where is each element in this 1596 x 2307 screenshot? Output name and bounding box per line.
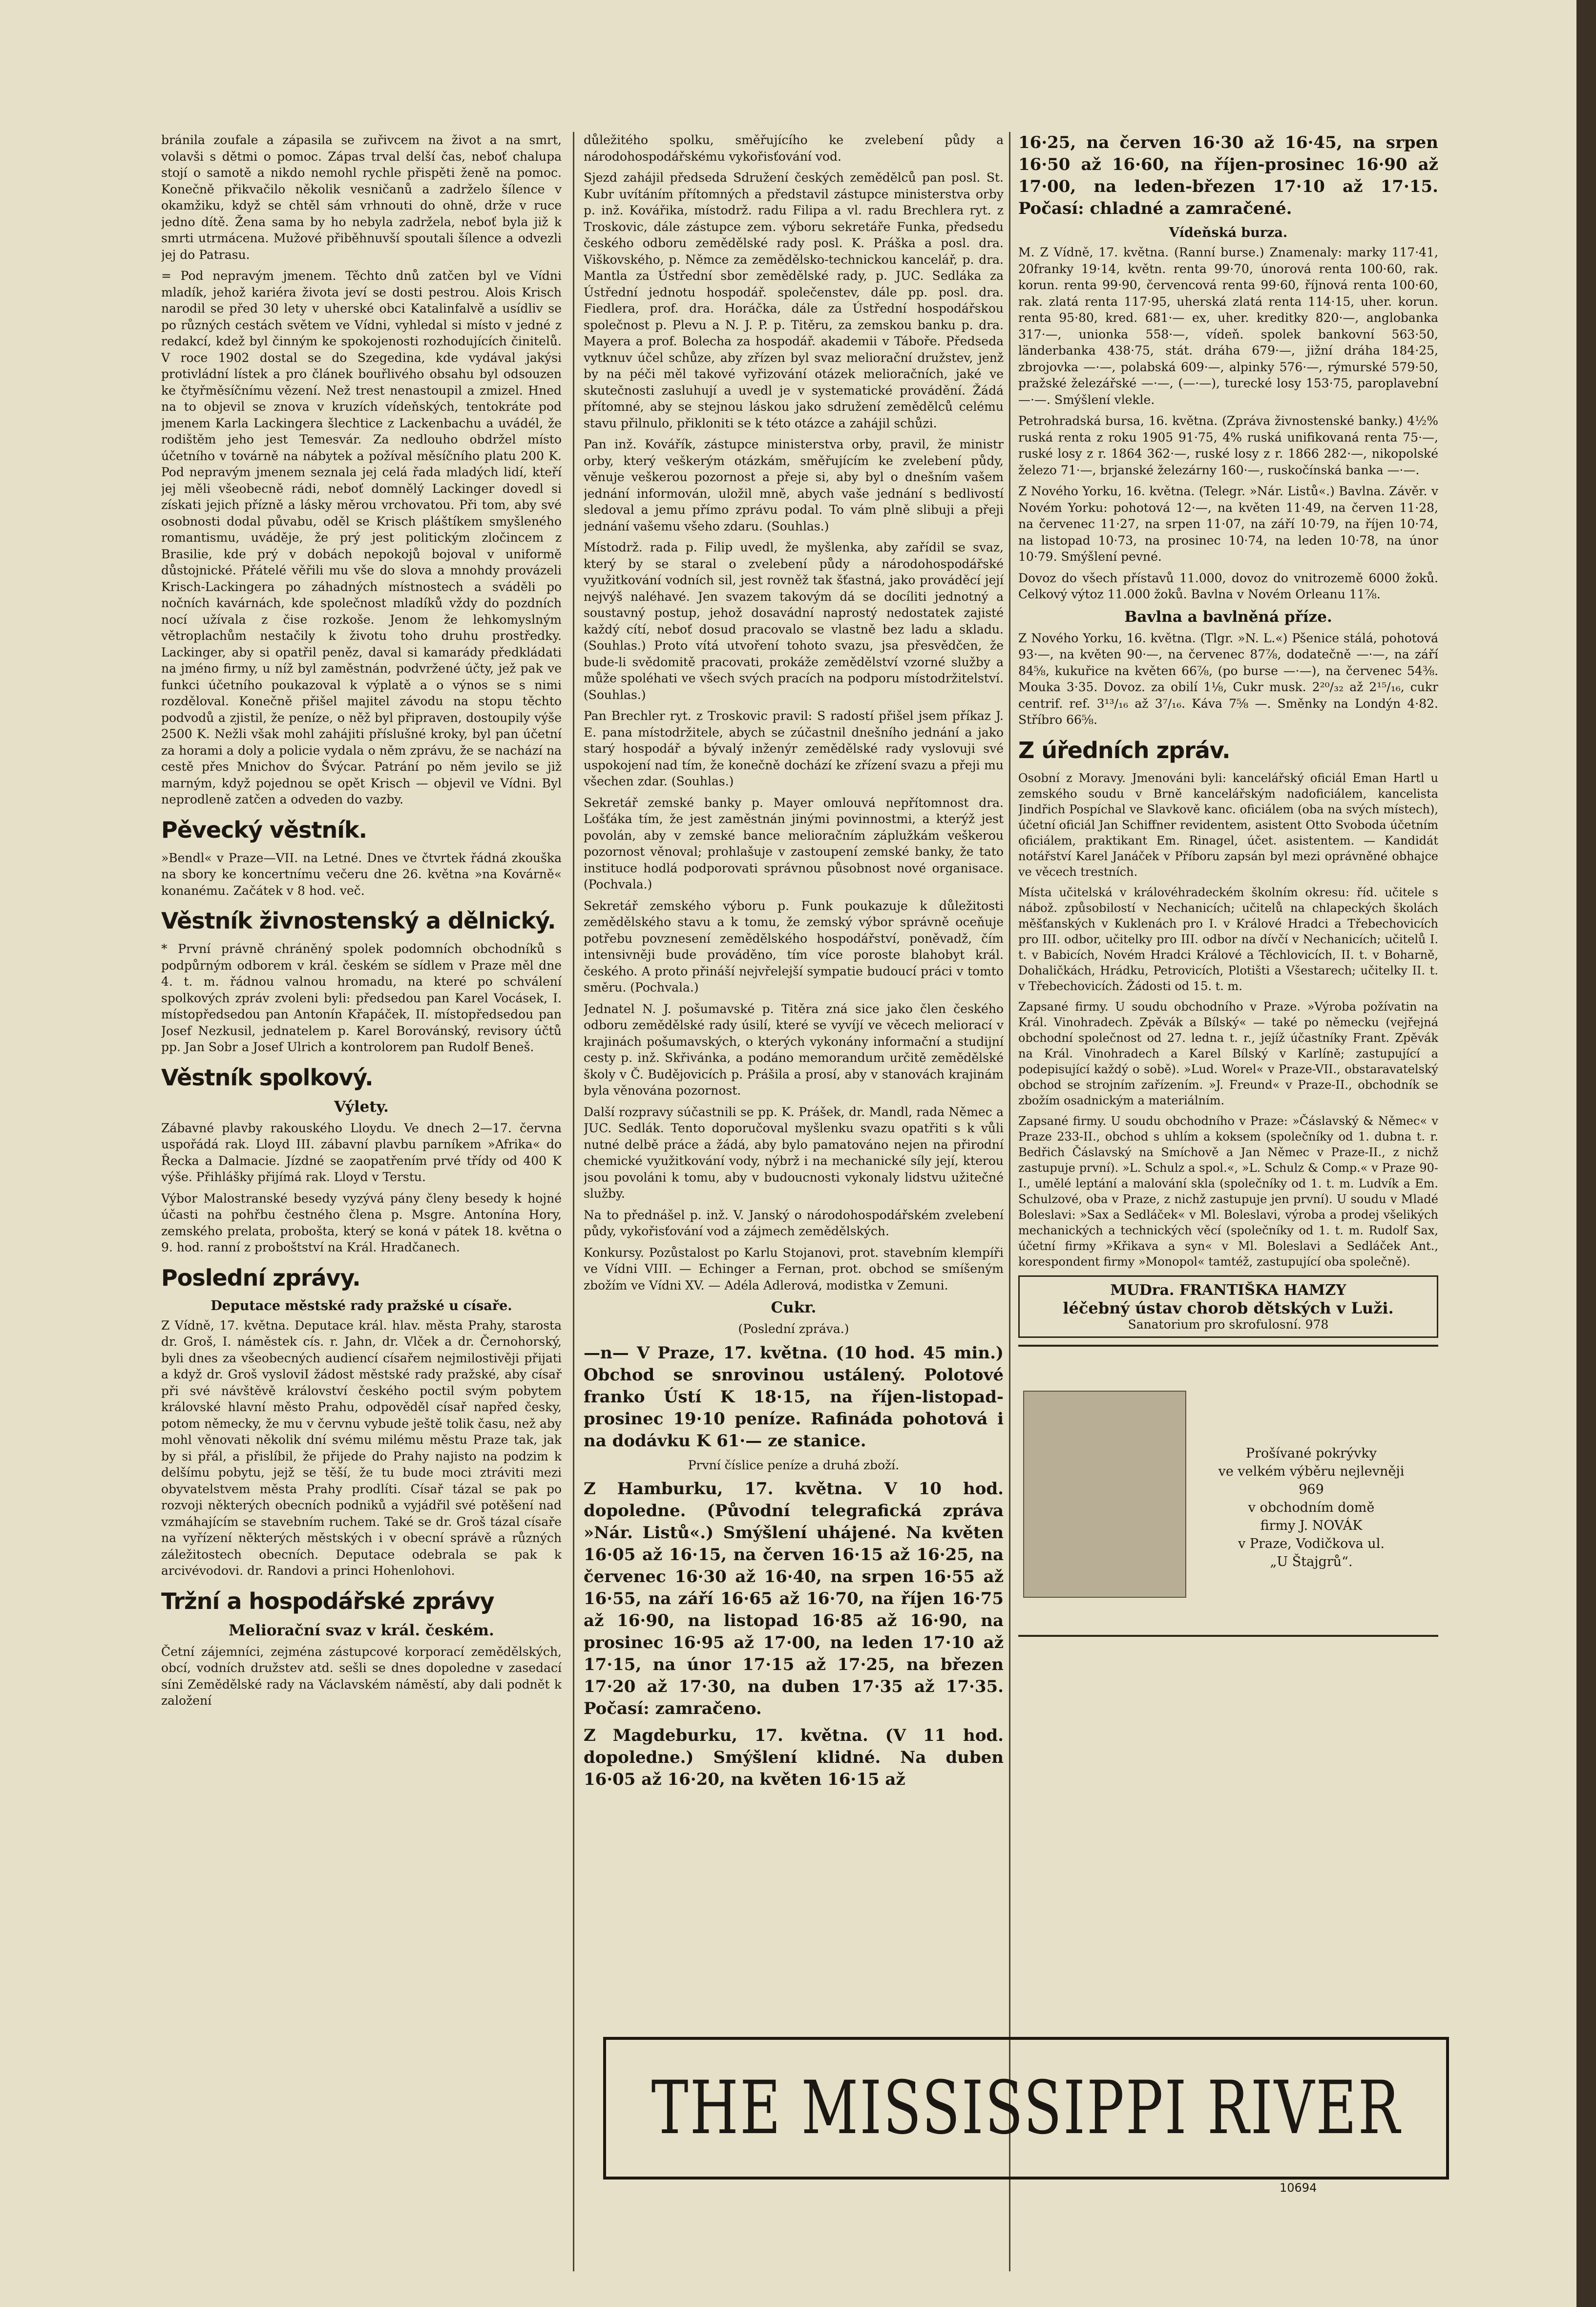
ad-title: léčebný ústav chorob dětských v Luži. (1063, 1298, 1394, 1317)
ad-name: MUDra. FRANTIŠKA HAMZY (1110, 1281, 1346, 1299)
article-text: 16·25, na červen 16·30 až 16·45, na srpen 16·50 až 16·60, na říjen-prosinec 16·90 až 17·00, na leden-březen 17·10 až 17·15. Počasí: chladné a zamračené. (1018, 133, 1438, 218)
article-text: Petrohradská bursa, 16. května. (Zpráva živnostenské banky.) 4½% ruská renta z roku 1905 91·75, 4% ruská unifikovaná renta 75·—, ruské losy z r. 1864 362·—, ruské losy z r. 1866 282·—, nikopolské železo 71·—, brjanské železárny 160·—, ruskočínská banka —·—. (1018, 414, 1438, 477)
subheading-note: (Poslední zpráva.) (738, 1322, 849, 1336)
article-text: Z Nového Yorku, 16. května. (Telegr. »Nár. Listů«.) Bavlna. Závěr. v Novém Yorku: pohotová 12·—, na květen 11·49, na červen 11·28, na červenec 11·27, na srpen 11·07, na září 10·79, na říjen 10·74, na listopad 10·73, na prosinec 10·74, na leden 10·78, na únor 10·79. Smýšlení pevné. (1018, 484, 1438, 564)
article-text: = Pod nepravým jmenem. Těchto dnů zatčen byl ve Vídni mladík, jehož kariéra života jeví se dosti pestrou. Alois Krisch narodil se před 30 lety v uherské obci Katalinfalvě a usídliv se po různých cestách světem ve Vídni, vyhledal si místo v jedné z redakcí, kdež byl činným ke spokojenosti rozhodujících činitelů. V roce 1902 dostal se do Szegedina, kde vydával jakýsi protivládní lístek a pro článek bouřlivého obsahu byl odsouzen ke čtyřměsíčnímu vězení. Než trest nenastoupil a zmizel. Hned na to objevil se znova v kruzích vídeňských, tentokráte pod jmenem Karla Lackingera šlechtice z Lackenbachu a uvádél, že rodištěm jeho jest Temesvár. Za nedlouho obdržel místo účetního v továrně na nábytek a požíval měsíčního platu 200 K. Pod nepravým jmenem seznala jej celá řada mladých lidí, kteří jej měli všeobecně rádi, neboť domnělý Lackinger dovedl si získati jejich přízně a lásky měrou vrchovatou. Při tom, aby své osobnosti dodal půvabu, oděl se Krisch pláštíkem smyšleného romantismu, uváděje, že prý jest politickým zločincem z Brasilie, kde prý v dobách nepokojů bojoval v uniformě důstojnické. Přátelé věřili mu vše do slova a mnohdy provázeli Krisch-Lackingera po záhadných místnostech a sváděli po nočních kavárnách, kde společnost mladíků vždy do pozdních nocí užívala z čise rozkoše. Jenom že lehkomyslným větroplachům nestačily k životu toho druhu prostředky. Lackinger, aby si opatřil peněz, daval si kamarády předkládati na jméno firmy, u níž byl zaměstnán, podvržené účty, jež pak ve funkci účetního poukazoval k výplatě a o výnos se s nimi rozděloval. Konečně přišel majitel závodu na stopu těchto podvodů a zjistil, že peníze, o něž byl připraven, dostoupily výše 2500 K. Nežli však mohl zahájiti příslušné kroky, byl pan účetní za horami a doly a policie vydala o něm zprávu, že se nachází na cestě přes Mnichov do Švýcar. Patrání po něm jevilo se již marným, když pojednou se opět Krisch — objevil ve Vídni. Byl neprodleně zatčen a odveden do vazby. (161, 269, 562, 806)
article-text: Pan inž. Kovářík, zástupce ministerstva orby, pravil, že ministr orby, který veškerým otázkám, směřujícím ke zvelebení půdy, věnuje veškerou pozornost a přeje si, aby byl o dnešním vašem jednání informován, uložil mně, abych vaše jednání s bedlivostí sledoval a jemu přímo zprávu podal. To vám plně slibuji a přeji jednání vašemu všeho zdaru. (Souhlas.) (584, 437, 1004, 533)
subheading: Vídeňská burza. (1169, 225, 1288, 240)
article-text: Další rozpravy súčastnili se pp. K. Prášek, dr. Mandl, rada Němec a JUC. Sedlák. Tento doporučoval myšlenku svazu opatřiti s k vůli nutné delbě práce a žádá, aby bylo pamatováno nejen na přirodní chemické využitkování vody, nýbrž i na mechanické síly její, kterou jsou povoláni k tomu, aby v budoucnosti vykonaly lidstvu užitečné služby. (584, 1104, 1004, 1201)
column-rule (1009, 132, 1010, 2271)
column-2 (584, 132, 1004, 2271)
article-text: Dovoz do všech přístavů 11.000, dovoz do vnitrozemě 6000 žoků. Celkový výtoz 11.000 žoků. Bavlna v Novém Orleanu 11⅞. (1018, 571, 1438, 601)
article-text: »Bendl« v Praze—VII. na Letné. Dnes ve čtvrtek řádná zkouška na sbory ke koncertnímu večeru dne 26. května »na Kovárně« konanému. Začátek v 8 hod. več. (161, 850, 562, 898)
article-text: Zábavné plavby rakouského Lloydu. Ve dnech 2—17. června uspořádá rak. Lloyd III. zábavní plavbu parníkem »Afrika« do Řecka a Dalmacie. Jízdné se zaopatřením prvé třídy od 400 K výše. Přihlášky přijímá rak. Lloyd v Terstu. (161, 1121, 562, 1184)
ad-line: „U Štajgrů“. (1270, 1554, 1353, 1569)
section-heading: Věstník živnostenský a dělnický. (161, 908, 556, 934)
ad-line: ve velkém výběru nejlevněji (1218, 1463, 1405, 1479)
advertisement (1018, 1275, 1438, 1338)
article-text: Zapsané firmy. U soudu obchodního v Praze: »Čáslavský & Němec« v Praze 233-II., obchod s uhlím a koksem (společníky od 1. dubna t. r. Bedřich Čáslavský na Smíchově a Jan Němec v Praze-II., z nichž zastupuje první). »L. Schulz a spol.«, »L. Schulz & Comp.« v Praze 90-I., umělé leptání a malování skla (společníky od 1. t. m. Ludvík a Em. Schulzové, oba v Praze, z nichž zastupuje jen první). U soudu v Mladé Boleslavi: »Sax a Sedláček« v Ml. Boleslavi, výroba a prodej všelikých mechanických a technických věcí (společníky od 1. t. m. Rudolf Sax, účetní firmy »Křikava a syn« v Ml. Boleslavi a Sedláček Ant., korespondent firmy »Monopol« tamtéž, zastupující oba společně). (1018, 1114, 1438, 1269)
ad-number: 978 (1305, 1317, 1329, 1332)
article-text: Sekretář zemského výboru p. Funk poukazuje k důležitosti zemědělského stavu a k tomu, že zemský výbor správně oceňuje potřebu povznesení zemědělského hospodářství, poněvadž, čím intensivněji bude prováděno, tím více poroste blahobyt král. českého. A proto přináší nejvřelejší sympatie budoucí práci v tomto směru. (Pochvala.) (584, 898, 1004, 995)
article-text: Sjezd zahájil předseda Sdružení českých zemědělců pan posl. St. Kubr uvítáním přítomných a představil zástupce ministerstva orby p. inž. Kovářika, místodrž. radu Filipa a vl. radu Brechlera ryt. z Troskovic, dále zástupce zem. výboru sekretáře Funka, předsedu českého odboru zemědělské rady posl. K. Práška a posl. dra. Viškovského, p. Němce za zemědělsko-technickou kancelář, p. dra. Mantla za Ústřední sbor zemědělské rady, p. JUC. Sedláka za Ústřední jednotu hospodář. společenstev, dále pp. posl. dra. Fiedlera, prof. dra. Horáčka, dále za Ústřední hospodářskou společnost p. Plevu a N. J. P. p. Titěru, za zemskou banku p. dra. Mayera a prof. Bolecha za hospodář. akademii v Táboře. Předseda vytknuv účel schůze, aby zřízen byl svaz meliorační družstev, jenž by na péči měl takové vyřizování otázek melioračních, jaké ve skutečnosti zasluhují a uvedl je v systematické provádění. Žádá přítomné, aby se stejnou láskou jako sdružení zemědělců celému stavu přilnulo, přikloniti se k této otázce a zahájil schůzi. (584, 170, 1004, 430)
section-heading: Z úředních zpráv. (1018, 737, 1230, 763)
article-text: Sekretář zemské banky p. Mayer omlouvá nepřítomnost dra. Lošťáka tím, že jest zaměstnán jinými povinnostmi, a kterýž jest povolán, aby v zemské bance melioračním záplužkám veškerou pozornost věnoval; prohlašuje v zastoupení zemské banky, že tato instituce hodlá podporovati správnou působnost nové organisace. (Pochvala.) (584, 795, 1004, 891)
subheading: Deputace městské rady pražské u císaře. (210, 1298, 512, 1313)
section-heading: Pěvecký věstník. (161, 816, 367, 843)
article-text: bránila zoufale a zápasila se zuřivcem na život a na smrt, volavši s dětmi o pomoc. Zápas trval delší čas, neboť chalupa stojí o samotě a nikdo nemohl rychle přispěti ženě na pomoc. Konečně přikvačilo několik vesničanů a zadrželo šílence v okamžiku, když se chtěl sám vrhnouti do ohně, drže v ruce jedno dítě. Žena sama by ho nebyla zadržela, neboť byla již k smrti utrmácena. Mužové přiběhnuvší spoutali šílence a odvezli jej do Patrasu. (161, 133, 562, 262)
article-text: Osobní z Moravy. Jmenováni byli: kancelářský oficiál Eman Hartl u zemského soudu v Brně kancelářským nadoficiálem, kancelista Jindřich Pospíchal ve Slavkově kanc. oficiálem (oba na svých místech), účetní oficiál Jan Schiffner revidentem, asistent Otto Svoboda účetním oficiálem, praktikant Em. Rinagel, účet. asistentem. — Kandidát notářství Karel Janáček v Příboru zapsán byl mezi oprávněné obhajce ve věcech trestních. (1018, 771, 1438, 879)
column-3 (1018, 132, 1438, 2271)
subheading: Cukr. (771, 1299, 817, 1316)
article-text: Místodrž. rada p. Filip uvedl, že myšlenka, aby zařídil se svaz, který by se staral o zvelebení půdy a národohospodářské využitkování vodních sil, jest rovněž tak šťastná, jako prováděcí její nejvýš naléhavé. Jen svazem takovým dá se docíliti jednotný a soustavný postup, jehož dosavádní naprostý nedostatek zajisté každý cítí, neboť dosud pracovalo se vlastně bez ladu a skladu. (Souhlas.) Proto vítá utvoření tohoto svazu, jsa přesvědčen, že bude-li svědomitě pracovati, prokáže zemědělství vzorné služby a může spoléhati ve všech svých pracích na podporu místodržitelství. (Souhlas.) (584, 540, 1004, 702)
advertisement-image (1023, 1391, 1186, 1598)
article-text: M. Z Vídně, 17. května. (Ranní burse.) Znamenaly: marky 117·41, 20franky 19·14, květn. renta 99·70, únorová renta 100·60, rak. korun. renta 99·90, červencová renta 99·60, říjnová renta 100·60, rak. zlatá renta 117·95, uherská zlatá renta 114·15, uher. korun. renta 95·80, kred. 681·— ex, uher. kreditky 820·—, anglobanka 317·—, unionka 558·—, vídeň. spolek bankovní 563·50, länderbanka 438·75, stát. dráha 679·—, jižní dráha 184·25, zbrojovka —·—, polabská 609·—, alpinky 576·—, rýmurské 579·50, pražské železářské —·—, (—·—), turecké losy 153·75, paroplavební —·—. Smýšlení vlekle. (1018, 245, 1438, 407)
article-text: důležitého spolku, směřujícího ke zvelebení půdy a národohospodářskému vykořisťování vod. (584, 133, 1004, 164)
ad-line: firmy J. NOVÁK (1260, 1518, 1363, 1533)
ad-text (1194, 1444, 1428, 1571)
article-text: Z Nového Yorku, 16. května. (Tlgr. »N. L.«) Pšenice stálá, pohotová 93·—, na květen 90·—, na červenec 87⅞, dodatečně —·—, na září 84⅝, kukuřice na květen 66⅞, (po burse —·—), na červenec 54⅜. Mouka 3·35. Dovoz. za obilí 1⅛, Cukr musk. 2²⁰/₃₂ až 2¹⁵/₁₆, cukr centrif. ref. 3¹³/₁₆ až 3⁷/₁₆. Káva 7⅝ —. Směnky na Londýn 4·82. Stříbro 66⅝. (1018, 631, 1438, 727)
article-text: Výbor Malostranské besedy vyzývá pány členy besedy k hojné účasti na pohřbu čestného člena p. Msgre. Antonína Hory, zemského prelata, probošta, který se koná v pátek 18. května o 9. hod. ranní z proboštství na Král. Hradčanech. (161, 1191, 562, 1254)
ad-headline: THE MISSISSIPPI RIVER (651, 2066, 1401, 2151)
ad-line: v Praze, Vodičkova ul. (1238, 1536, 1385, 1551)
ad-line: v obchodním domě (1248, 1500, 1375, 1515)
subheading: Meliorační svaz v král. českém. (229, 1621, 494, 1639)
article-text: Z Magdeburku, 17. května. (V 11 hod. dopoledne.) Smýšlení klidné. Na duben 16·05 až 16·20, na květen 16·15 až (584, 1726, 1004, 1789)
subheading: Bavlna a bavlněná příze. (1124, 608, 1332, 626)
page-edge (1576, 0, 1596, 2307)
subheading: Výlety. (334, 1098, 389, 1116)
ad-number: 969 (1299, 1482, 1324, 1497)
column-rule (573, 132, 574, 2271)
article-text: Místa učitelská v královéhradeckém školním okresu: říd. učitele s nábož. způsobilostí v Nechanicích; učitelů na chlapeckých školách měšťanských v Kuklenách pro I. v Králové Hradci a Třebechovicích pro III. odbor, učitelky pro III. odbor na dívčí v Nechanicích; učitelů I. t. v Babicích, Novém Hradci Králové a Těchlovicích, II. t. v Boharně, Dohaličkách, Hrádku, Petrovicích, Plotišti a Všestarech; učitelky II. t. v Třebechovicích. Žádosti od 15. t. m. (1018, 885, 1438, 993)
ad-number: 10694 (1280, 2181, 1317, 2195)
article-text: Na to přednášel p. inž. V. Janský o národohospodářském zvelebení půdy, vykořisťování vod a zájmech zemědělských. (584, 1207, 1004, 1238)
article-text: * První právně chráněný spolek podomních obchodníků s podpůrným odborem v král. českém se sídlem v Praze měl dne 4. t. m. řádnou valnou hromadu, na které po schválení spolkových zpráv zvoleni byli: předsedou pan Karel Vocásek, I. místopředsedou pan Antonín Křapáček, II. místopředsedou pan Josef Nezkusil, jednatelem p. Karel Borovánský, revisory účtů pp. Jan Sobr a Josef Ulrich a kontrolorem pan Rudolf Beneš. (161, 942, 562, 1054)
article-text: Jednatel N. J. pošumavské p. Titěra zná sice jako člen českého odboru zemědělské rady úsilí, které se vyvíjí ve věcech meliorací v krajinách pošumavských, o kterých vykonány informační a studijní cesty p. inž. Skřivánka, a podáno memorandum určitě zemědělské školy v Č. Budějovicích p. Prášila a prosí, aby v stanovách krajinám byla věnována pozornost. (584, 1001, 1004, 1098)
section-heading: Tržní a hospodářské zprávy (161, 1587, 494, 1614)
article-text: Zapsané firmy. U soudu obchodního v Praze. »Výroba požívatin na Král. Vinohradech. Zpěvák a Bílský« — také po německu (vejřejná obchodní společnost od 27. ledna t. r., jejíž účastníky Frant. Zpěvák na Král. Vinohradech a Karel Bílský v Karlíně; zastupující a podepisující každý o sobě). »Lud. Worel« v Praze-VII., obstaravatelský obchod se strojním zařízením. »J. Freund« v Praze-II., obchodník se zbožím osadnickým a materiálním. (1018, 999, 1438, 1107)
article-text: Konkursy. Pozůstalost po Karlu Stojanovi, prot. stavebním klempíři ve Vídni VIII. — Echinger a Fernan, prot. obchod se smíšeným zbožím ve Vídni XV. — Adéla Adlerová, modistka v Zemuni. (584, 1245, 1004, 1292)
article-text: —n— V Praze, 17. května. (10 hod. 45 min.) Obchod se snrovinou ustálený. Polotové franko Ústí K 18·15, na říjen-listopad-prosinec 19·10 peníze. Rafináda pohotová i na dodávku K 61·— ze stanice. (584, 1343, 1004, 1451)
article-text: Z Hamburku, 17. května. V 10 hod. dopoledne. (Původní telegrafická zpráva »Nár. Listů«.) Smýšlení uhájené. Na květen 16·05 až 16·15, na červen 16·15 až 16·25, na červenec 16·30 až 16·40, na srpen 16·55 až 16·55, na září 16·65 až 16·70, na říjen 16·75 až 16·90, na listopad 16·85 až 16·90, na prosinec 16·95 až 17·00, na leden 17·10 až 17·15, na únor 17·15 až 17·25, na březen 17·20 až 17·30, na duben 17·35 až 17·35. Počasí: zamračeno. (584, 1479, 1004, 1718)
column-1 (161, 132, 562, 2271)
ad-line: Prošívané pokrývky (1245, 1445, 1377, 1461)
section-heading: Poslední zprávy. (161, 1264, 360, 1291)
ad-subtitle: Sanatorium pro skrofulosní. (1128, 1317, 1302, 1332)
advertisement (1018, 1345, 1438, 1637)
article-text: Četní zájemníci, zejména zástupcové korporací zemědělských, obcí, vodních družstev atd. sešli se dnes dopoledne v zasedací síni Zemědělské rady na Václavském náměstí, aby dali podnět k založení (161, 1644, 562, 1708)
article-text: Z Vídně, 17. května. Deputace král. hlav. města Prahy, starosta dr. Groš, I. náměstek cís. r. Jahn, dr. Vlček a dr. Černohorský, byli dnes za všeobecných audiencí císařem nejmilostivěji přijati a když dr. Groš vysloviI žádost městské rady pražské, aby císař při své návštěvě království českého poctil svým pobytem královské hlavní město Prahu, odpověděl císař napřed česky, potom německy, že mu v červnu vybude ještě tolik času, než aby mohl věnovati několik dní svému milému městu Praze tak, jak by si přál, a přislíbil, že přijede do Prahy najisto na podzim k delšímu pobytu, jejž se těší, že tu bude moci ztráviti mezi obyvatelstvem města Prahy prodlíti. Císař tázal se pak po rozvoji některých obecních podniků a vyjádřil své potěšení nad vzmáhajícím se stavebním ruchem. Také se dr. Groš tázal císaře na vyřízení některých městských i v obecní správě a různých záležitostech obecních. Deputace odebrala se pak k arcivévodovi. dr. Randovi a princi Hohenlohovi. (161, 1318, 562, 1578)
subheading-note: První číslice peníze a druhá zboží. (688, 1458, 900, 1472)
section-heading: Věstník spolkový. (161, 1064, 373, 1091)
article-text: Pan Brechler ryt. z Troskovic pravil: S radostí přišel jsem příkaz J. E. pana místodržitele, abych se zúčastnil dnešního jednání a jako starý hospodář a bývalý inženýr zemědělské rady vyslovuji své uspokojení nad tím, že konečně dochází ke zřízení svazu a přeji mu všechen zdar. (Souhlas.) (584, 709, 1004, 788)
mississippi-advertisement (603, 2037, 1449, 2180)
